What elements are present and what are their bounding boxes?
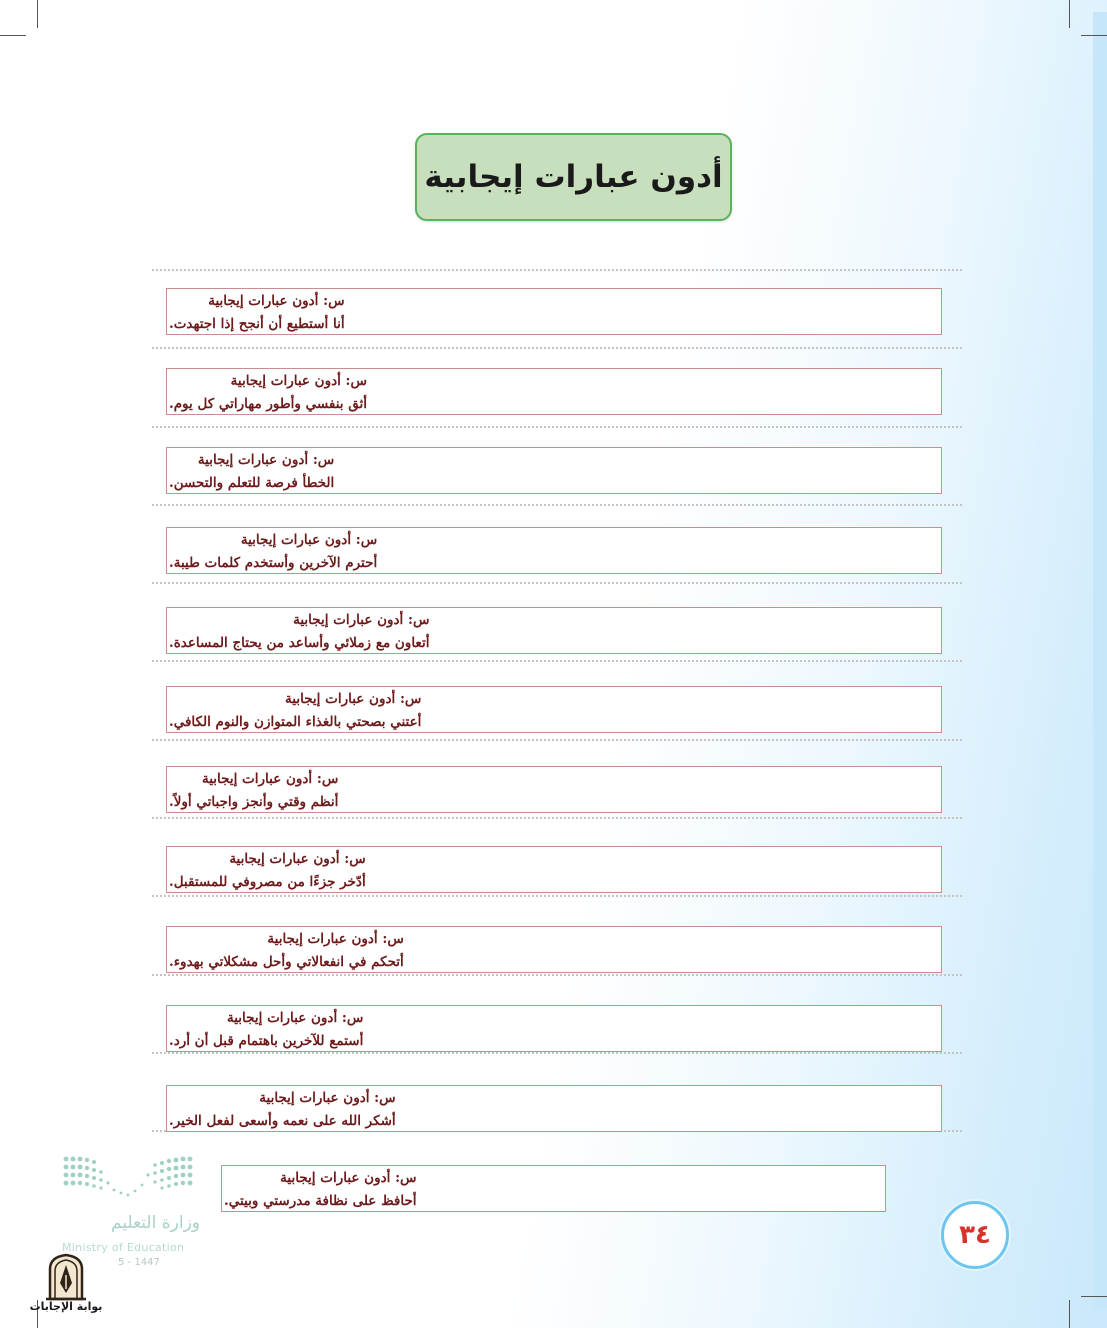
- answer-box: [166, 368, 942, 415]
- question-label: س: أدون عبارات إيجابية: [226, 1010, 364, 1026]
- question-label: س: أدون عبارات إيجابية: [201, 771, 339, 787]
- dotted-line: [152, 504, 962, 506]
- answer-line: أشكر الله على نعمه وأسعى لفعل الخير.: [169, 1113, 396, 1129]
- dotted-line: [152, 895, 962, 897]
- answer-box: [166, 926, 942, 973]
- answer-text: [169, 1007, 363, 1053]
- question-label: س: أدون عبارات إيجابية: [240, 532, 378, 548]
- answer-line: أعتني بصحتي بالغذاء المتوازن والنوم الكافي.: [169, 714, 422, 730]
- dotted-line: [152, 582, 962, 584]
- dotted-line: [152, 269, 962, 271]
- ministry-logo-dots-icon: [58, 1153, 203, 1203]
- quill-lantern-icon: [28, 1253, 104, 1301]
- question-label: س: أدون عبارات إيجابية: [197, 452, 335, 468]
- page-number: ٣٤: [959, 1220, 991, 1250]
- answer-box: [166, 846, 942, 893]
- answer-text: [224, 1167, 417, 1213]
- answer-line: أتعاون مع زملائي وأساعد من يحتاج المساعدة.: [169, 635, 430, 651]
- ministry-logo: [58, 1153, 203, 1268]
- answer-box: [221, 1165, 886, 1212]
- dotted-line: [152, 974, 962, 976]
- answer-text: [169, 449, 334, 495]
- dotted-line: [152, 660, 962, 662]
- answer-box: [166, 607, 942, 654]
- answer-line: أحافظ على نظافة مدرستي وبيتي.: [224, 1193, 417, 1209]
- answer-line: الخطأ فرصة للتعلم والتحسن.: [169, 475, 335, 491]
- dotted-line: [152, 426, 962, 428]
- ministry-year: 5 - 1447: [118, 1257, 160, 1268]
- title-box: [415, 133, 732, 221]
- answer-box: [166, 686, 942, 733]
- answer-text: [169, 529, 377, 575]
- dotted-line: [152, 817, 962, 819]
- answer-line: أحترم الآخرين وأستخدم كلمات طيبة.: [169, 555, 378, 571]
- page-title: أدون عبارات إيجابية: [424, 159, 723, 195]
- answer-text: [169, 768, 338, 814]
- crop-mark: [1081, 35, 1107, 36]
- question-label: س: أدون عبارات إيجابية: [280, 1170, 417, 1186]
- answer-line: أستمع للآخرين باهتمام قبل أن أرد.: [169, 1033, 364, 1049]
- question-label: س: أدون عبارات إيجابية: [267, 931, 404, 947]
- answers-portal-badge[interactable]: [28, 1253, 104, 1319]
- answer-line: أنا أستطيع أن أنجح إذا اجتهدت.: [169, 316, 345, 332]
- answer-box: [166, 527, 942, 574]
- question-label: س: أدون عبارات إيجابية: [259, 1090, 396, 1106]
- dotted-line: [152, 347, 962, 349]
- answer-line: أنظم وقتي وأنجز واجباتي أولاً.: [169, 794, 339, 810]
- answers-portal-label: بوابة الإجابات: [29, 1300, 103, 1313]
- dotted-line: [152, 739, 962, 741]
- answer-line: أدّخر جزءًا من مصروفي للمستقبل.: [169, 874, 366, 890]
- answer-line: أثق بنفسي وأطور مهاراتي كل يوم.: [169, 396, 368, 412]
- answer-text: [169, 1087, 396, 1133]
- ministry-name-en: Ministry of Education: [62, 1241, 185, 1254]
- question-label: س: أدون عبارات إيجابية: [293, 612, 430, 628]
- crop-mark: [1069, 1300, 1070, 1328]
- answer-box: [166, 1005, 942, 1052]
- answer-text: [169, 609, 429, 655]
- answer-text: [169, 290, 345, 336]
- crop-mark: [37, 0, 38, 28]
- crop-mark: [0, 35, 26, 36]
- answer-box: [166, 1085, 942, 1132]
- question-label: س: أدون عبارات إيجابية: [208, 293, 345, 309]
- crop-mark: [1069, 0, 1070, 28]
- answer-box: [166, 447, 942, 494]
- answer-text: [169, 928, 404, 974]
- page-number-badge: [941, 1201, 1009, 1269]
- answer-box: [166, 766, 942, 813]
- answer-text: [169, 848, 366, 894]
- question-label: س: أدون عبارات إيجابية: [285, 691, 422, 707]
- answer-line: أتحكم في انفعالاتي وأحل مشكلاتي بهدوء.: [169, 954, 404, 970]
- answer-text: [169, 688, 421, 734]
- ministry-name-ar: وزارة التعليم: [111, 1213, 200, 1233]
- page-edge-band: [1093, 12, 1107, 1308]
- question-label: س: أدون عبارات إيجابية: [230, 373, 368, 389]
- crop-mark: [1081, 1296, 1107, 1297]
- answer-text: [169, 370, 367, 416]
- answer-box: [166, 288, 942, 335]
- question-label: س: أدون عبارات إيجابية: [229, 851, 366, 867]
